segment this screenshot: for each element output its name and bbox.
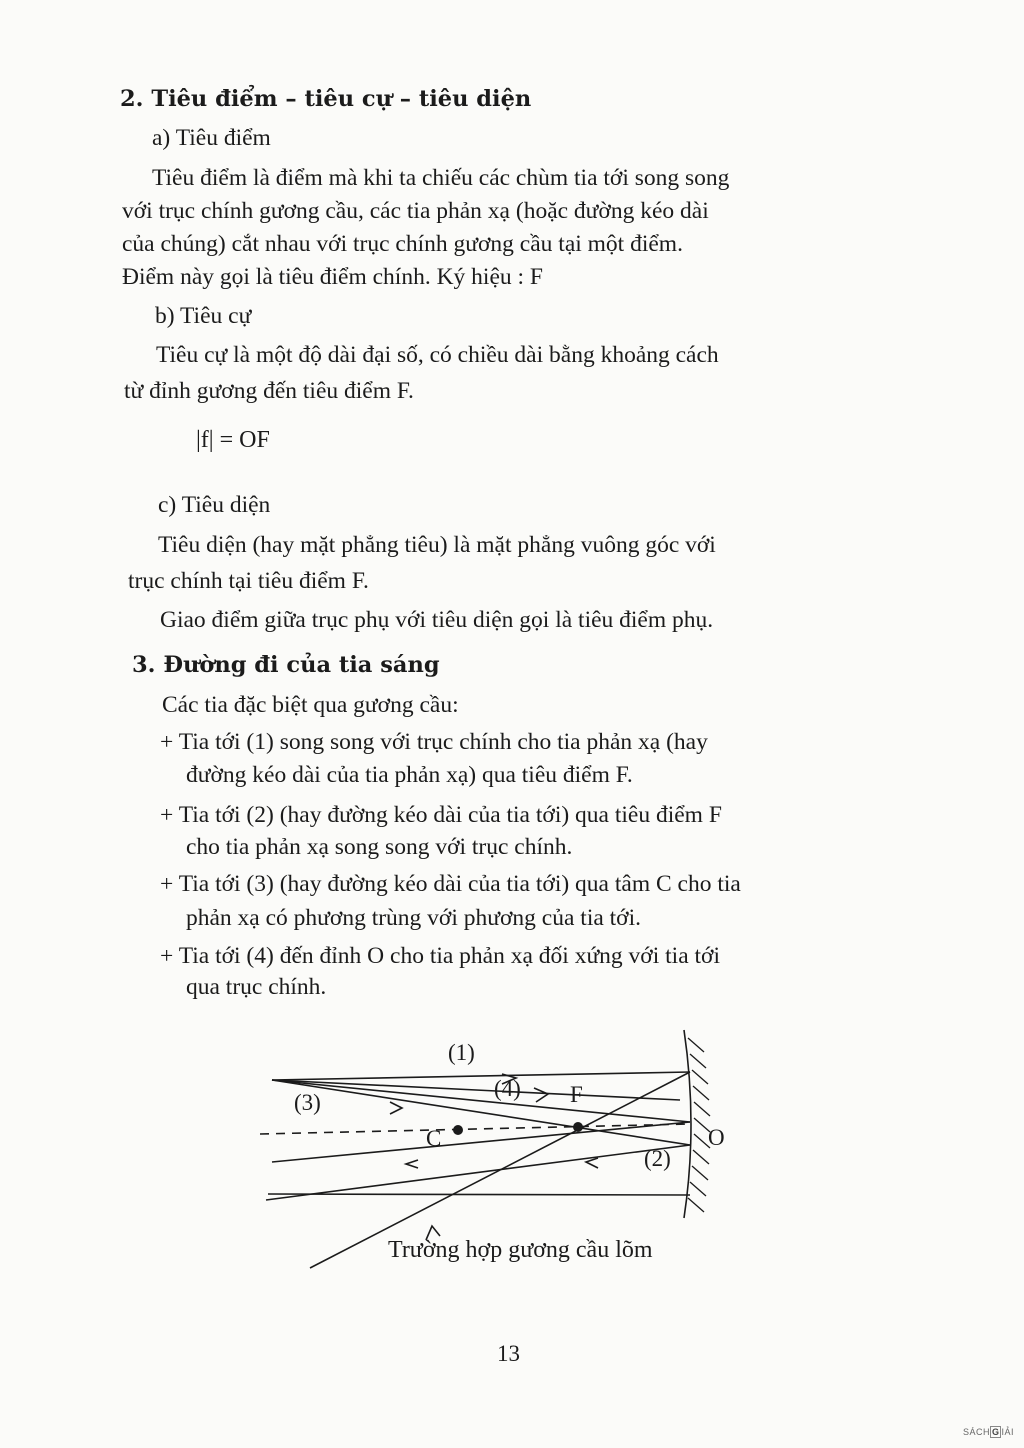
paragraph-line: Các tia đặc biệt qua gương cầu: (162, 692, 459, 718)
paragraph-line: trục chính tại tiêu điểm F. (128, 568, 369, 594)
bullet-line: qua trục chính. (186, 974, 327, 1000)
paragraph-line: Tiêu diện (hay mặt phẳng tiêu) là mặt phẳng vuông góc với (158, 532, 716, 558)
diagram-caption: Trường hợp gương cầu lõm (388, 1237, 653, 1263)
arrowhead (534, 1088, 548, 1102)
bullet-line: + Tia tới (3) (hay đường kéo dài của tia tới) qua tâm C cho tia (160, 871, 741, 897)
arrowhead (586, 1158, 598, 1168)
paragraph-line: với trục chính gương cầu, các tia phản xạ (hoặc đường kéo dài (122, 198, 709, 224)
bullet-line: + Tia tới (1) song song với trục chính cho tia phản xạ (hay (160, 729, 708, 755)
label-ray-1: (1) (448, 1040, 475, 1065)
ray-4-incident (272, 1080, 690, 1122)
ray-1-incident (272, 1072, 690, 1080)
bullet-line: đường kéo dài của tia phản xạ) qua tiêu điểm F. (186, 762, 633, 788)
brand-left: SÁCH (962, 1427, 990, 1437)
paragraph-line: Giao điểm giữa trục phụ với tiêu diện gọi là tiêu điểm phụ. (160, 607, 714, 633)
bullet-line: phản xạ có phương trùng với phương của tia tới. (186, 905, 642, 931)
label-ray-2: (2) (644, 1146, 671, 1171)
label-f: F (570, 1082, 583, 1107)
ray-4-reflected (272, 1122, 690, 1162)
label-ray-3: (3) (294, 1090, 321, 1115)
brand-right: IẢI (1001, 1427, 1014, 1437)
paragraph-line: Điểm này gọi là tiêu điểm chính. Ký hiệu : F (122, 264, 543, 290)
center-point-c (453, 1125, 463, 1135)
bullet-line: cho tia phản xạ song song với trục chính. (186, 834, 573, 860)
section-2-heading: 2. Tiêu điểm – tiêu cự – tiêu diện (120, 86, 532, 112)
paragraph-line: Tiêu cự là một độ dài đại số, có chiều dài bằng khoảng cách (156, 342, 719, 368)
label-c: C (426, 1126, 442, 1151)
arrowhead (390, 1102, 402, 1114)
ray-axis-lower (268, 1194, 690, 1195)
mirror-surface (684, 1030, 691, 1218)
ray-2-reflected (266, 1145, 690, 1200)
principal-axis (260, 1124, 690, 1134)
focal-point-f (573, 1122, 583, 1132)
label-o: O (708, 1125, 725, 1150)
section-3-heading: 3. Đường đi của tia sáng (132, 652, 440, 678)
subsection-a-label: a) Tiêu điểm (152, 125, 271, 151)
bullet-line: + Tia tới (2) (hay đường kéo dài của tia tới) qua tiêu điểm F (160, 802, 722, 828)
subsection-c-label: c) Tiêu diện (158, 492, 271, 518)
bullet-line: + Tia tới (4) đến đỉnh O cho tia phản xạ đối xứng với tia tới (160, 943, 720, 969)
arrowhead (406, 1160, 418, 1168)
brand-box: G (991, 1427, 1000, 1437)
brand-logo (963, 1426, 1014, 1438)
page-number: 13 (497, 1341, 520, 1366)
subsection-b-label: b) Tiêu cự (155, 303, 252, 329)
paragraph-line: của chúng) cắt nhau với trục chính gương cầu tại một điểm. (122, 231, 683, 257)
paragraph-line: Tiêu điểm là điểm mà khi ta chiếu các chùm tia tới song song (152, 165, 730, 191)
paragraph-line: từ đỉnh gương đến tiêu điểm F. (124, 378, 414, 404)
focal-length-formula: |f| = OF (196, 427, 270, 453)
label-ray-4: (4) (494, 1076, 521, 1101)
